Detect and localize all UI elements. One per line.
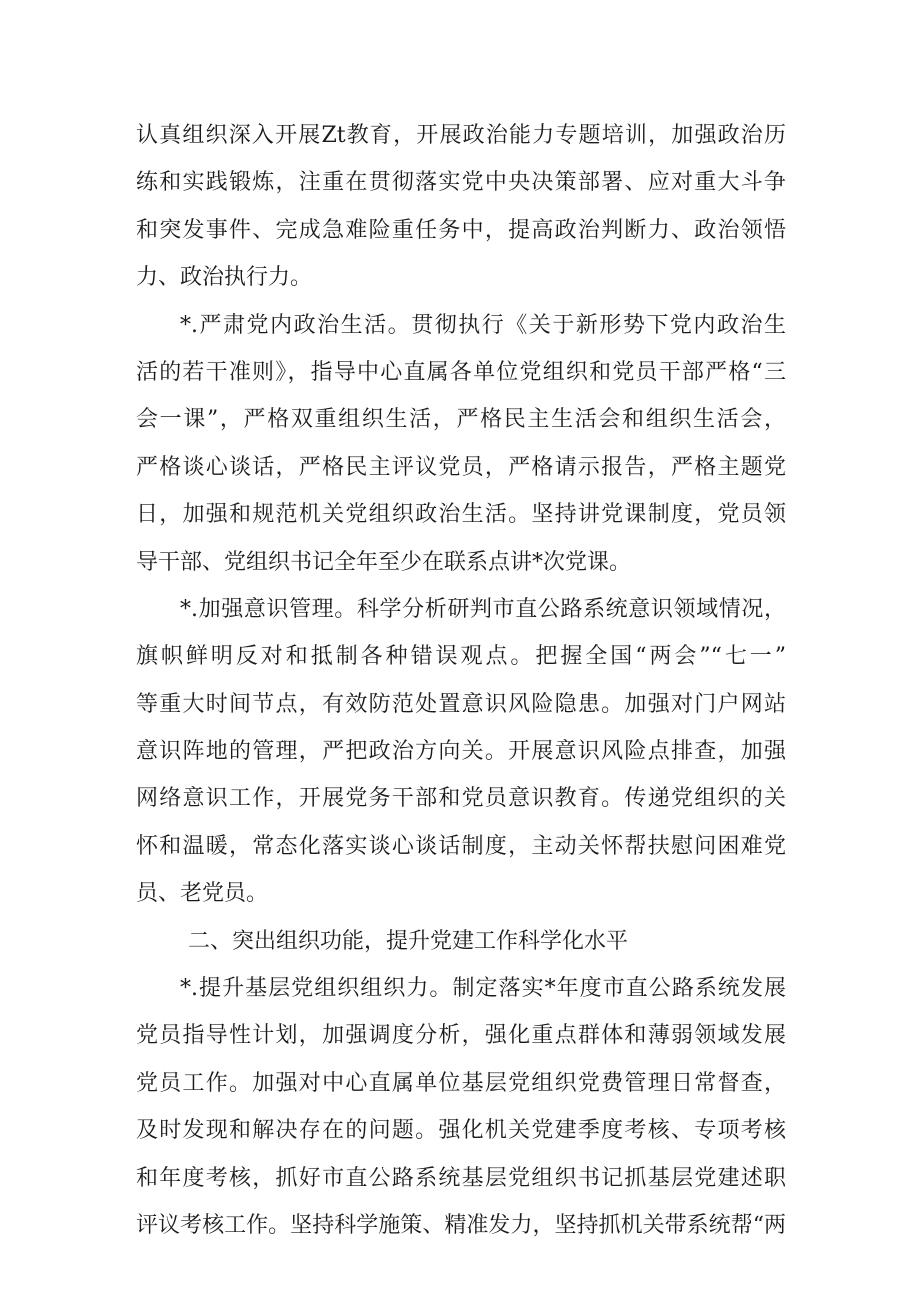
paragraph-ideology-management (136, 586, 786, 918)
paragraph-party-political-life (136, 302, 786, 586)
text-line: 日，加强和规范机关党组织政治生活。坚持讲党课制度，党员领 (136, 502, 786, 528)
document-body (136, 112, 786, 1249)
paragraph-political-training (136, 112, 786, 302)
text-line: *.加强意识管理。科学分析研判市直公路系统意识领域情况， (180, 596, 786, 622)
text-line: *.提升基层党组织组织力。制定落实*年度市直公路系统发展 (180, 976, 786, 1002)
text-line: 及时发现和解决存在的问题。强化机关党建季度考核、专项考核 (136, 1118, 786, 1144)
text-line: 力、政治执行力。 (136, 265, 313, 291)
text-line: 会一课”，严格双重组织生活，严格民主生活会和组织生活会， (136, 407, 786, 433)
paragraph-grassroots-organization (136, 965, 786, 1249)
text-line: 员、老党员。 (136, 881, 269, 907)
text-line: 意识阵地的管理，严把政治方向关。开展意识风险点排查，加强 (136, 739, 786, 765)
text-line: 网络意识工作，开展党务干部和党员意识教育。传递党组织的关 (136, 786, 786, 812)
text-line: 练和实践锻炼，注重在贯彻落实党中央决策部署、应对重大斗争 (136, 170, 786, 196)
text-line: 评议考核工作。坚持科学施策、精准发力，坚持抓机关带系统帮“两 (136, 1212, 786, 1238)
text-line: 旗帜鲜明反对和抵制各种错误观点。把握全国“两会”“七一” (136, 644, 786, 670)
text-line: 二、突出组织功能，提升党建工作科学化水平 (188, 928, 629, 954)
text-line: 怀和温暖，常态化落实谈心谈话制度，主动关怀帮扶慰问困难党 (136, 833, 786, 859)
text-line: 和突发事件、完成急难险重任务中，提高政治判断力、政治领悟 (136, 217, 786, 243)
text-line: 党员指导性计划，加强调度分析，强化重点群体和薄弱领域发展 (136, 1023, 786, 1049)
text-line: 和年度考核，抓好市直公路系统基层党组织书记抓基层党建述职 (136, 1165, 786, 1191)
text-line: 活的若干准则》，指导中心直属各单位党组织和党员干部严格“三 (136, 359, 786, 385)
text-line: 导干部、党组织书记全年至少在联系点讲*次党课。 (136, 549, 632, 575)
text-line: 等重大时间节点，有效防范处置意识风险隐患。加强对门户网站 (136, 691, 786, 717)
text-line: *.严肃党内政治生活。贯彻执行《关于新形势下党内政治生 (180, 312, 786, 338)
text-line: 党员工作。加强对中心直属单位基层党组织党费管理日常督查， (136, 1070, 786, 1096)
text-line: 认真组织深入开展Zt教育，开展政治能力专题培训，加强政治历 (136, 123, 786, 148)
text-line: 严格谈心谈话，严格民主评议党员，严格请示报告，严格主题党 (136, 454, 786, 480)
section-heading-two (136, 918, 786, 965)
